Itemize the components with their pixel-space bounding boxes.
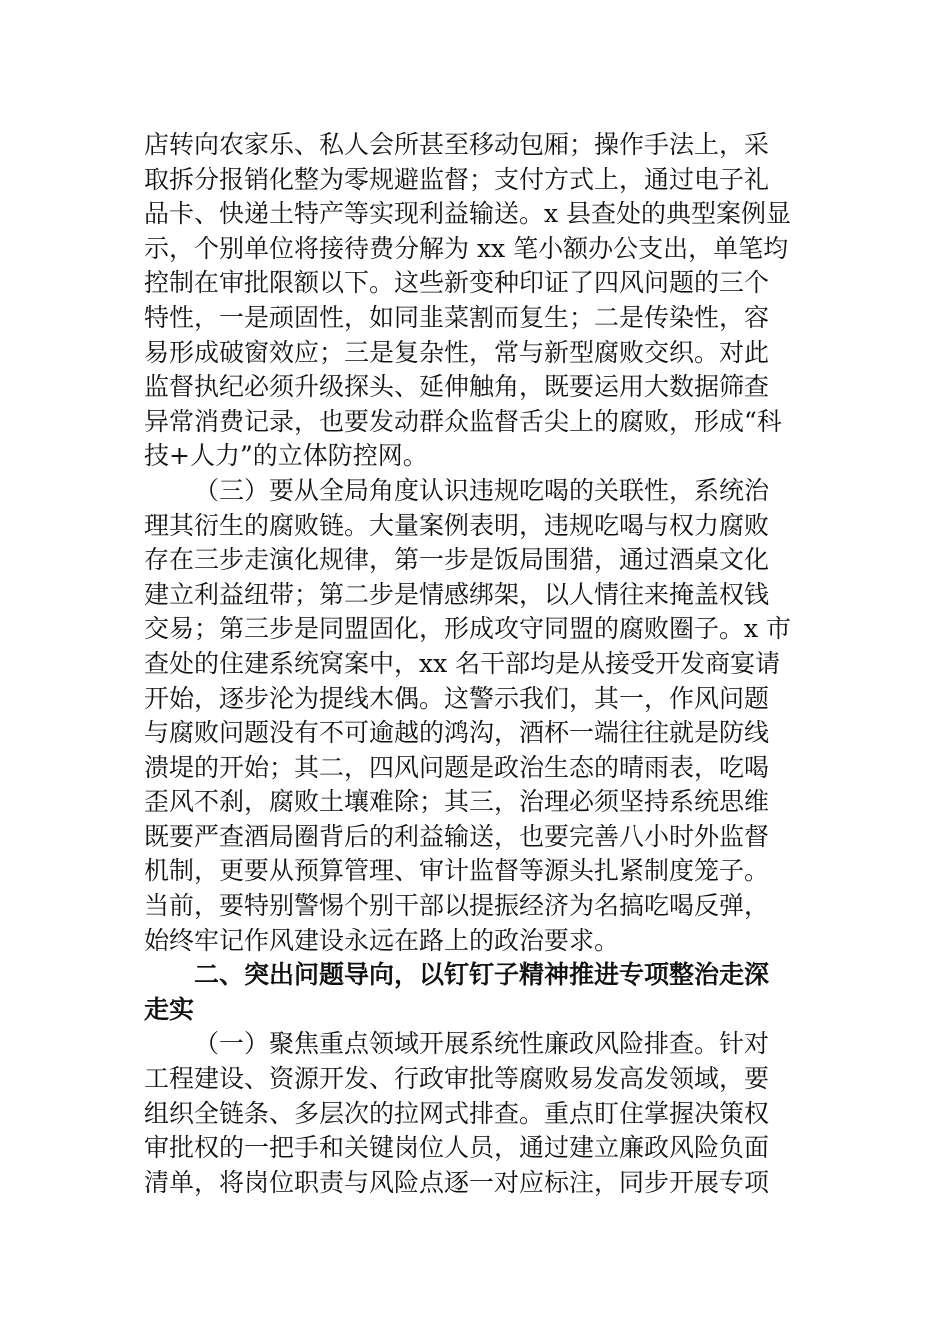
text-line: 既要严查酒局圈背后的利益输送，也要完善八小时外监督 [144, 821, 770, 851]
text-line: 特性，一是顽固性，如同韭菜割而复生；二是传染性，容 [144, 302, 770, 332]
text-line: 异常消费记录，也要发动群众监督舌尖上的腐败，形成“科 [144, 406, 782, 436]
text-line: 理其衍生的腐败链。大量案例表明，违规吃喝与权力腐败 [144, 510, 770, 540]
text-line: 技+人力”的立体防控网。 [144, 441, 428, 471]
heading-line: 走实 [144, 994, 195, 1024]
text-line: 品卡、快递土特产等实现利益输送。x 县查处的典型案例显 [144, 199, 792, 229]
text-line: 溃堤的开始；其二，四风问题是政治生态的晴雨表，吃喝 [144, 752, 770, 782]
paragraph-section-three [144, 474, 810, 958]
text-line: 查处的住建系统窝案中，xx 名干部均是从接受开发商宴请 [144, 648, 781, 678]
text-line: 工程建设、资源开发、行政审批等腐败易发高发领域，要 [144, 1064, 770, 1094]
text-line: 歪风不刹，腐败土壤难除；其三，治理必须坚持系统思维 [144, 787, 770, 817]
text-line: 店转向农家乐、私人会所甚至移动包厢；操作手法上，采 [144, 130, 770, 159]
text-line: 交易；第三步是同盟固化，形成攻守同盟的腐败圈子。x 市 [144, 614, 792, 644]
section-heading-two [144, 958, 810, 1027]
text-line: 审批权的一把手和关键岗位人员，通过建立廉政风险负面 [144, 1133, 770, 1163]
text-line: 建立利益纽带；第二步是情感绑架，以人情往来掩盖权钱 [144, 579, 770, 609]
text-line: 清单，将岗位职责与风险点逐一对应标注，同步开展专项 [144, 1167, 770, 1197]
text-line: 取拆分报销化整为零规避监督；支付方式上，通过电子礼 [144, 164, 770, 194]
text-line: 示，个别单位将接待费分解为 xx 笔小额办公支出，单笔均 [144, 233, 789, 263]
text-line: 与腐败问题没有不可逾越的鸿沟，酒杯一端往往就是防线 [144, 718, 770, 748]
text-line: 始终牢记作风建设永远在路上的政治要求。 [144, 925, 620, 955]
text-line: 存在三步走演化规律，第一步是饭局围猎，通过酒桌文化 [144, 545, 770, 575]
text-line: （一）聚焦重点领域开展系统性廉政风险排查。针对 [194, 1029, 770, 1059]
text-line: 监督执纪必须升级探头、延伸触角，既要运用大数据筛查 [144, 372, 770, 402]
heading-line: 二、突出问题导向，以钉钉子精神推进专项整治走深 [194, 960, 770, 990]
text-line: 易形成破窗效应；三是复杂性，常与新型腐败交织。对此 [144, 337, 770, 367]
paragraph-continuation [144, 128, 810, 474]
text-line: 机制，更要从预算管理、审计监督等源头扎紧制度笼子。 [144, 856, 770, 886]
text-line: 当前，要特别警惕个别干部以提振经济为名搞吃喝反弹， [144, 891, 770, 921]
text-line: （三）要从全局角度认识违规吃喝的关联性，系统治 [194, 475, 770, 505]
text-line: 控制在审批限额以下。这些新变种印证了四风问题的三个 [144, 268, 770, 298]
text-line: 开始，逐步沦为提线木偶。这警示我们，其一，作风问题 [144, 683, 770, 713]
document-body [144, 128, 810, 1200]
paragraph-subsection-one [144, 1027, 810, 1200]
text-line: 组织全链条、多层次的拉网式排查。重点盯住掌握决策权 [144, 1098, 770, 1128]
